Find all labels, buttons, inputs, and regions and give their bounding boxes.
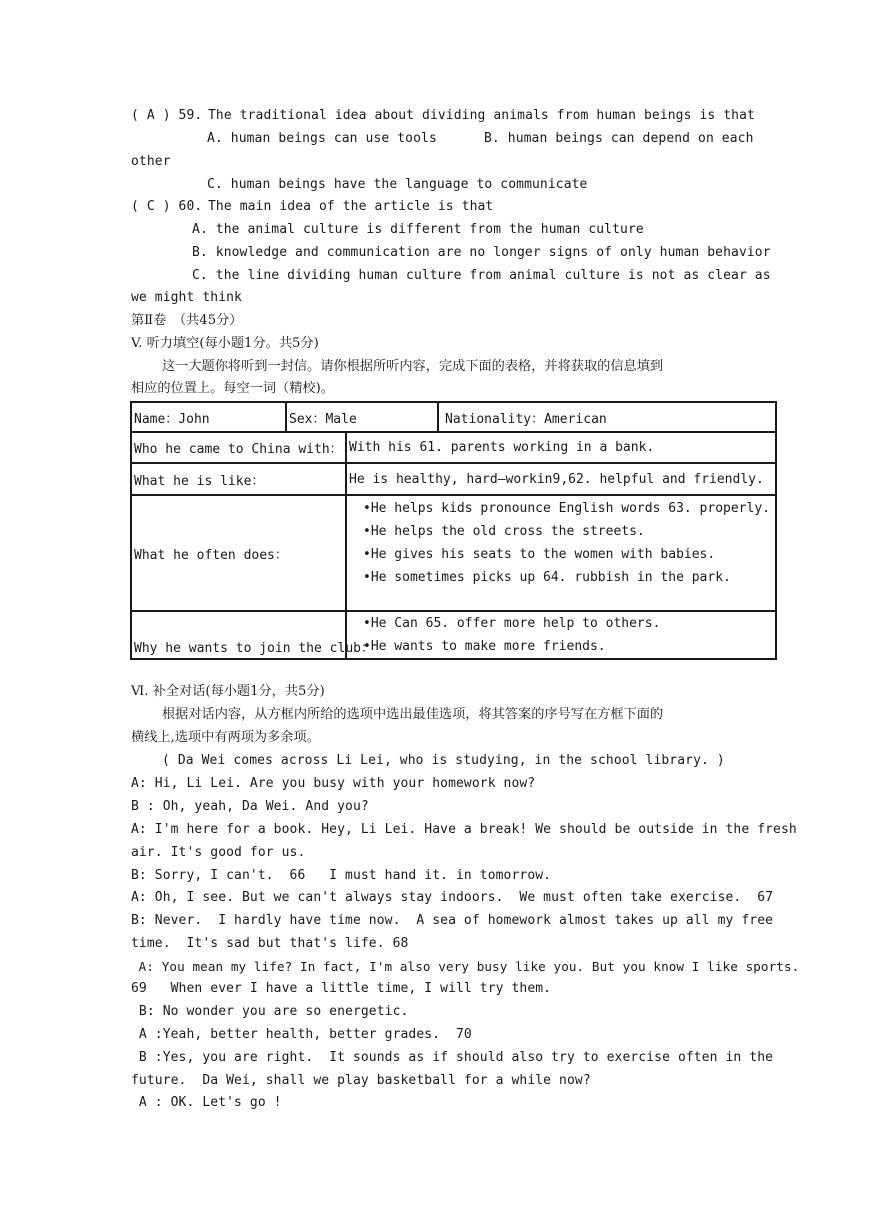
list-item: •He gives his seats to the women with babies. (363, 547, 716, 562)
q60-option-c: C. the line dividing human culture from animal culture is not as clear as (192, 268, 771, 283)
section-v-title: V. 听力填空(每小题1分。共5分) (131, 336, 319, 351)
section-vi-instruction-1: 根据对话内容，从方框内所给的选项中选出最佳选项，将其答案的序号写在方框下面的 (162, 707, 664, 722)
dialogue-line: B: No wonder you are so energetic. (131, 1004, 409, 1019)
companion-value: With his 61. parents working in a bank. (346, 432, 776, 463)
dialogue-line: B : Oh, yeah, Da Wei. And you? (131, 799, 369, 814)
dialogue-line: A: You mean my life? In fact, I'm also very busy like you. But you know I like sports. (131, 959, 800, 974)
table-row (131, 463, 776, 495)
q60-option-c-cont: we might think (131, 290, 242, 305)
q60-answer: ( C ) 60. (131, 199, 203, 214)
list-item: •He helps the old cross the streets. (363, 524, 645, 539)
listening-info-table (130, 401, 777, 660)
reasons-label: Why he wants to join the club： (131, 611, 346, 659)
dialogue-line: time. It's sad but that's life. 68 (131, 936, 409, 951)
part2-title: 第Ⅱ卷 （共45分） (131, 313, 243, 328)
dialogue-line: A: I'm here for a book. Hey, Li Lei. Have a break! We should be outside in the fresh (131, 822, 797, 837)
dialogue-line: B :Yes, you are right. It sounds as if should also try to exercise often in the (131, 1050, 774, 1065)
dialogue-line: A: Oh, I see. But we can't always stay indoors. We must often take exercise. 67 (131, 890, 774, 905)
dialogue-line: A : OK. Let's go ! (131, 1095, 282, 1110)
list-item: •He Can 65. offer more help to others. (363, 616, 661, 631)
q59-answer: ( A ) 59. (131, 108, 203, 123)
sex-cell: Sex：Male (286, 402, 438, 432)
section-vi-title: Ⅵ. 补全对话(每小题1分，共5分) (131, 684, 325, 699)
list-item: •He helps kids pronounce English words 63. properly. (363, 501, 770, 516)
personality-label: What he is like： (131, 463, 346, 495)
table-row (131, 611, 776, 659)
dialogue-scene: ( Da Wei comes across Li Lei, who is studying, in the school library. ) (162, 753, 725, 768)
q59-option-a: A. human beings can use tools (207, 131, 437, 146)
personality-value: He is healthy, hard—workin9,62. helpful and friendly. (346, 463, 776, 495)
q59-option-b-cont: other (131, 154, 171, 169)
dialogue-line: air. It's good for us. (131, 845, 306, 860)
dialogue-line: B: Sorry, I can't. 66 I must hand it. in tomorrow. (131, 868, 552, 883)
q59-stem: The traditional idea about dividing animals from human beings is that (208, 108, 755, 123)
activities-list (346, 495, 776, 611)
dialogue-line: future. Da Wei, shall we play basketball for a while now? (131, 1073, 591, 1088)
section-v-instruction-1: 这一大题你将听到一封信。请你根据所听内容，完成下面的表格，并将获取的信息填到 (162, 359, 664, 374)
dialogue-line: A :Yeah, better health, better grades. 70 (131, 1027, 472, 1042)
list-item: •He sometimes picks up 64. rubbish in the park. (363, 570, 731, 585)
q60-option-b: B. knowledge and communication are no longer signs of only human behavior (192, 245, 771, 260)
table-row (131, 402, 776, 432)
q59-option-b: B. human beings can depend on each (484, 131, 754, 146)
activities-label: What he often does： (131, 495, 346, 611)
dialogue-line: 69 When ever I have a little time, I will try them. (131, 981, 552, 996)
dialogue-line: B: Never. I hardly have time now. A sea of homework almost takes up all my free (131, 913, 774, 928)
companion-label: Who he came to China with： (131, 432, 346, 463)
nationality-cell: Nationality：American (438, 402, 776, 432)
q60-stem: The main idea of the article is that (208, 199, 494, 214)
dialogue-line: A: Hi, Li Lei. Are you busy with your homework now? (131, 776, 536, 791)
section-v-instruction-2: 相应的位置上。每空一词（精校)。 (131, 381, 334, 396)
table-row (131, 432, 776, 463)
q60-option-a: A. the animal culture is different from the human culture (192, 222, 644, 237)
name-cell: Name：John (131, 402, 286, 432)
reasons-list (346, 611, 776, 659)
list-item: •He wants to make more friends. (363, 639, 606, 654)
q59-option-c: C. human beings have the language to communicate (207, 177, 588, 192)
section-vi-instruction-2: 横线上,选项中有两项为多余项。 (131, 730, 320, 745)
table-row (131, 495, 776, 611)
